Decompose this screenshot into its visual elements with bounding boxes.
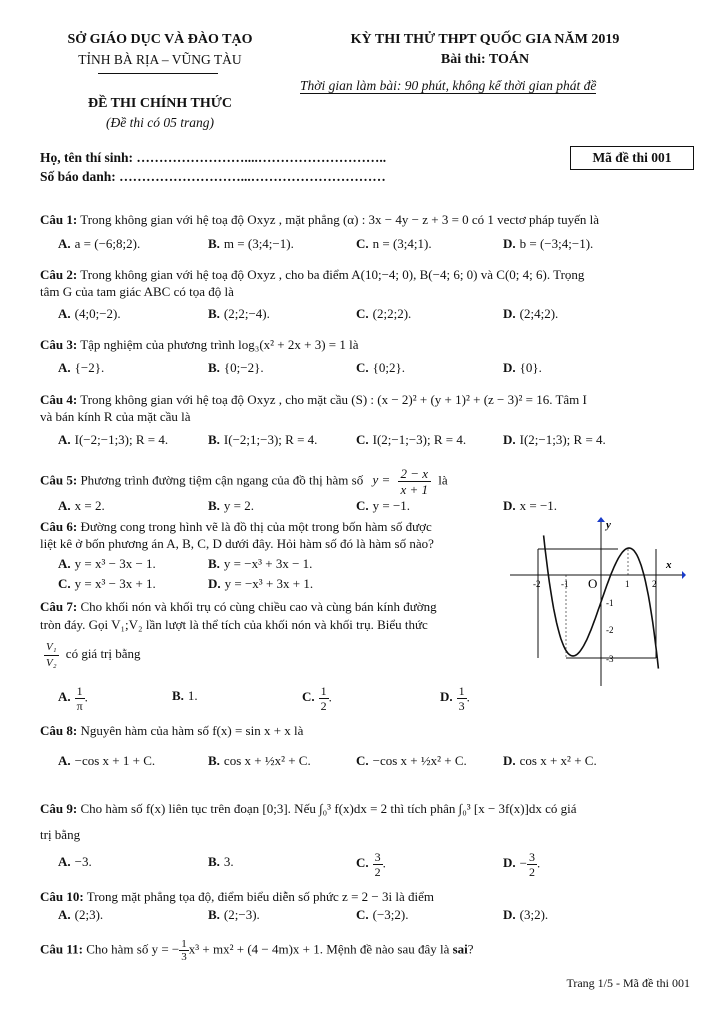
function-graph (506, 516, 686, 691)
question-2-options (58, 306, 698, 324)
question-text: Cho hàm số y = − (86, 941, 180, 957)
student-id-line: Số báo danh: ………………………...………………………… (40, 169, 386, 184)
option-a: A. y = x³ − 3x − 1. (58, 556, 156, 571)
question-11: Câu 11: Cho hàm số y = − $\frac{1}{3}$ x³ + mx² + (4 − 4m)x + 1. Mệnh đề nào sau đây là sai? (40, 938, 474, 963)
question-6-options-row2 (58, 576, 498, 594)
question-label: Câu 3: (40, 337, 78, 352)
emphasis-word: sai (452, 941, 468, 957)
question-text: Nguyên hàm của hàm số f(x) = sin x + x là (80, 723, 304, 738)
page-footer: Trang 1/5 - Mã đề thi 001 (566, 976, 690, 990)
exam-duration (300, 78, 655, 94)
y-tick-label: -2 (606, 625, 614, 635)
option-d: D. I(2;−1;3); R = 4. (503, 432, 606, 447)
question-text-line2: liệt kê ở bốn phương án A, B, C, D dưới đây. Hỏi hàm số đó là hàm số nào? (40, 536, 434, 551)
question-8 (40, 722, 690, 739)
question-text: Cho khối nón và khối trụ có cùng chiều cao và cùng bán kính đường (80, 599, 437, 614)
origin-label: O (588, 576, 598, 591)
province-text: TỈNH BÀ RỊA – VŨNG TÀU (78, 52, 242, 67)
option-a: A. x = 2. (58, 498, 105, 513)
y-axis-arrow (597, 517, 605, 522)
option-b: B. {0;−2}. (208, 360, 264, 375)
option-c: C. I(2;−1;−3); R = 4. (356, 432, 467, 447)
question-7-expression (44, 640, 141, 671)
question-text: Cho hàm số f(x) liên tục trên đoạn [0;3]. Nếu ∫₀³ f(x)dx = 2 thì tích phân ∫₀³ [x − 3f(x)]dx có giá (80, 801, 577, 816)
option-c: C. (2;2;2). (356, 306, 412, 321)
province-name (40, 52, 280, 68)
question-label: Câu 5: (40, 472, 78, 488)
student-name-line: Họ, tên thí sinh: ……………………....……………………….. (40, 150, 387, 165)
question-label: Câu 4: (40, 392, 78, 407)
question-7 (40, 598, 502, 634)
question-text: Đường cong trong hình vẽ là đồ thị của một trong bốn hàm số được (80, 519, 432, 534)
fraction: $\frac{1}{3}$ (181, 938, 187, 963)
question-9-options (58, 850, 698, 884)
option-a: A. a = (−6;8;2). (58, 236, 141, 251)
question-text: Trong mặt phẳng tọa độ, điểm biểu diễn số phức z = 2 − 3i là điểm (86, 889, 434, 904)
option-c: C. y = −1. (356, 498, 411, 513)
question-2 (40, 266, 690, 300)
option-d: D. {0}. (503, 360, 542, 375)
question-label: Câu 11: (40, 941, 83, 957)
question-1-options (58, 236, 698, 254)
exam-title: KỲ THI THỬ THPT QUỐC GIA NĂM 2019 (350, 32, 620, 47)
question-8-options (58, 753, 698, 771)
option-a: A. −cos x + 1 + C. (58, 753, 156, 768)
x-tick-label: -2 (533, 579, 541, 589)
duration-text: Thời gian làm bài: 90 phút, không kể thời gian phát đề (300, 78, 597, 93)
y-tick-label: -1 (606, 598, 614, 608)
question-text-line2: tròn đáy. Gọi V₁;V₂ lần lượt là thể tích của khối nón và khối trụ. Biểu thức (40, 617, 428, 632)
option-b: B. 1. (172, 688, 198, 703)
option-b: B. y = −x³ + 3x − 1. (208, 556, 313, 571)
option-a: A. (2;3). (58, 907, 104, 922)
option-d: D. − $\frac{3}{2}$ . (503, 850, 541, 879)
option-c: C. $\frac{3}{2}$ . (356, 850, 386, 879)
option-d: D. (2;4;2). (503, 306, 559, 321)
question-text-line2: tâm G của tam giác ABC có tọa độ là (40, 284, 234, 299)
x-axis-label: x (666, 559, 672, 571)
question-text: Trong không gian với hệ toạ độ Oxyz , mặt phẳng (α) : 3x − 4y − z + 3 = 0 có 1 vectơ pháp tuyến là (80, 212, 599, 227)
question-10-options (58, 907, 698, 925)
question-6 (40, 518, 502, 552)
option-b: B. y = 2. (208, 498, 255, 513)
question-3 (40, 336, 690, 353)
question-label: Câu 2: (40, 267, 78, 282)
question-7-options (58, 684, 498, 718)
department-name: SỞ GIÁO DỤC VÀ ĐÀO TẠO (67, 32, 253, 47)
question-text: Trong không gian với hệ toạ độ Oxyz , cho ba điểm A(10;−4; 0), B(−4; 6; 0) và C(0; 4; 6). Trọng (80, 267, 585, 282)
question-9 (40, 796, 690, 848)
question-label: Câu 10: (40, 889, 84, 904)
x-tick-label: 2 (652, 579, 657, 589)
option-b: B. 3. (208, 854, 234, 869)
y-tick-label: -3 (606, 654, 614, 664)
question-text: Phương trình đường tiệm cận ngang của đồ thị hàm số (80, 472, 364, 488)
question-text-line3: có giá trị bằng (65, 646, 141, 662)
option-c: C. $\frac{1}{2}$ . (302, 684, 332, 713)
fraction: $\frac{2 - x}{x + 1}$ (398, 466, 432, 497)
question-6-options-row1 (58, 556, 498, 574)
question-10 (40, 888, 690, 905)
option-c: C. n = (3;4;1). (356, 236, 432, 251)
option-a: A. −3. (58, 854, 92, 869)
option-c: C. y = x³ − 3x + 1. (58, 576, 156, 591)
option-b: B. cos x + ½x² + C. (208, 753, 311, 768)
question-4 (40, 391, 690, 425)
question-label: Câu 1: (40, 212, 78, 227)
option-a: A. (4;0;−2). (58, 306, 121, 321)
option-d: D. y = −x³ + 3x + 1. (208, 576, 314, 591)
x-axis-arrow (682, 571, 686, 579)
option-c: C. {0;2}. (356, 360, 405, 375)
question-4-options (58, 432, 698, 450)
question-text-line2: và bán kính R của mặt cầu là (40, 409, 191, 424)
question-label: Câu 7: (40, 599, 78, 614)
option-a: A. I(−2;−1;3); R = 4. (58, 432, 169, 447)
question-text-line2: trị bằng (40, 827, 81, 842)
question-text: Trong không gian với hệ toạ độ Oxyz , cho mặt cầu (S) : (x − 2)² + (y + 1)² + (z − 3)² = 16. Tâm I (80, 392, 587, 407)
question-label: Câu 8: (40, 723, 78, 738)
option-d: D. (3;2). (503, 907, 549, 922)
option-a: A. $\frac{1}{\pi}$ . (58, 684, 88, 713)
option-a: A. {−2}. (58, 360, 105, 375)
option-b: B. I(−2;1;−3); R = 4. (208, 432, 318, 447)
fraction: $\frac{\text{V₁}}{\text{V₂}}$ (46, 641, 57, 669)
option-b: B. (2;2;−4). (208, 306, 270, 321)
option-b: B. m = (3;4;−1). (208, 236, 294, 251)
question-text: Tập nghiệm của phương trình log₃(x² + 2x + 3) = 1 là (80, 337, 359, 352)
question-5: Câu 5: Phương trình đường tiệm cận ngang của đồ thị hàm số y = $\frac{2 - x}{x + 1}$ là (40, 466, 448, 497)
question-3-options (58, 360, 698, 378)
question-5-options (58, 498, 698, 516)
exam-subject: Bài thi: TOÁN (440, 52, 530, 67)
option-d: D. x = −1. (503, 498, 558, 513)
official-label: ĐỀ THI CHÍNH THỨC (87, 96, 233, 111)
option-d: D. cos x + x² + C. (503, 753, 597, 768)
y-axis-label: y (606, 519, 611, 531)
question-1 (40, 211, 690, 228)
exam-code-box: Mã đề thi 001 (570, 146, 694, 170)
question-label: Câu 6: (40, 519, 78, 534)
page-count: (Đề thi có 05 trang) (106, 115, 214, 130)
option-c: C. (−3;2). (356, 907, 409, 922)
option-d: D. $\frac{1}{3}$ . (440, 684, 470, 713)
x-tick-label: 1 (625, 579, 630, 589)
x-tick-label: -1 (561, 579, 569, 589)
option-c: C. −cos x + ½x² + C. (356, 753, 467, 768)
option-b: B. (2;−3). (208, 907, 260, 922)
province-underline (98, 73, 218, 74)
option-d: D. b = (−3;4;−1). (503, 236, 594, 251)
question-label: Câu 9: (40, 801, 78, 816)
